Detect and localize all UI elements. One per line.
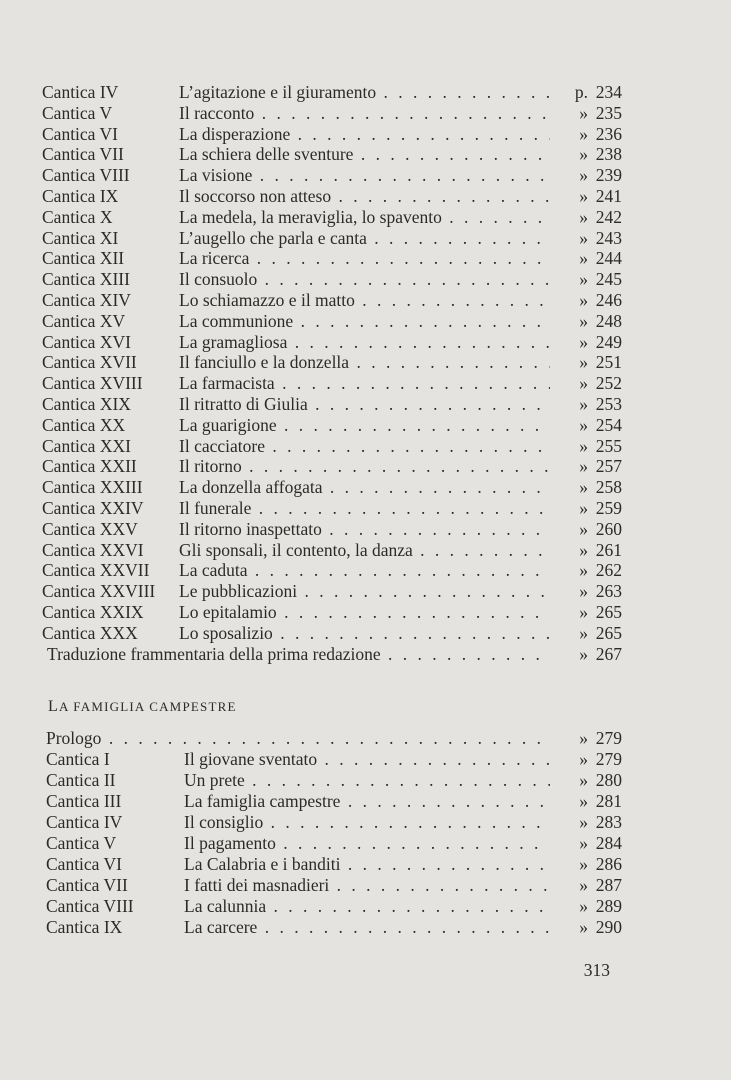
toc-entry-page: 265: [595, 622, 622, 643]
toc-entry-page: 265: [595, 601, 622, 622]
toc-entry-page: 284: [595, 833, 622, 853]
toc-entry-page-marker: »: [579, 393, 588, 414]
toc-entry: [42, 311, 622, 332]
toc-entry-page: 255: [595, 435, 622, 456]
toc-entry-title: La gramagliosa . .: [179, 332, 550, 353]
toc-entry: [46, 749, 622, 770]
toc-entry: [42, 186, 622, 207]
toc-entry-title: Il funerale . .: [179, 498, 550, 519]
toc-entry-page-marker: »: [579, 497, 588, 518]
toc-entry-page: 287: [595, 875, 622, 895]
toc-entry-title: La communione . .: [179, 311, 550, 332]
toc-entry-page-marker: »: [579, 227, 588, 248]
toc-entry-page: 245: [595, 269, 622, 290]
toc-entry-page-marker: »: [579, 791, 588, 811]
toc-entry-label: Cantica XVII: [42, 352, 137, 373]
toc-entry-page: 267: [595, 643, 622, 664]
toc-entry-label: Cantica VIII: [42, 165, 130, 186]
toc-entry-page-marker: »: [579, 749, 588, 769]
toc-entry-page-marker: »: [579, 248, 588, 269]
toc-entry: [42, 373, 622, 394]
toc-entry-title: Il cacciatore . .: [179, 436, 550, 457]
toc-entry-page-marker: »: [579, 518, 588, 539]
toc-entry-label: Cantica XII: [42, 248, 125, 269]
toc-entry-title: La Calabria e i banditi . .: [184, 854, 550, 875]
toc-entry: [42, 394, 622, 415]
toc-entry-label: Cantica XXI: [42, 435, 131, 456]
table-of-contents-part-1: [42, 82, 622, 664]
toc-entry-page-marker: »: [579, 728, 588, 748]
toc-entry: [42, 498, 622, 519]
toc-entry-label: Cantica IX: [46, 917, 123, 937]
toc-entry-label: Cantica XIV: [42, 289, 131, 310]
toc-entry-page: 279: [595, 728, 622, 748]
section-heading: [48, 698, 237, 716]
toc-entry-title: Il fanciullo e la donzella . .: [179, 352, 550, 373]
toc-entry-page-marker: »: [579, 917, 588, 937]
toc-entry-title: La famiglia campestre . .: [184, 791, 550, 812]
toc-entry-label: Cantica VII: [42, 144, 124, 165]
toc-entry: [42, 477, 622, 498]
toc-entry-label: Cantica XI: [42, 227, 119, 248]
toc-entry: [42, 248, 622, 269]
toc-entry-label: Cantica VI: [42, 123, 118, 144]
toc-entry-page-marker: »: [579, 601, 588, 622]
toc-entry-page: 257: [595, 456, 622, 477]
toc-entry-title: La calunnia . .: [184, 896, 550, 917]
toc-entry-label: Cantica XIX: [42, 393, 131, 414]
toc-entry: [42, 456, 622, 477]
toc-entry-page-marker: »: [579, 896, 588, 916]
toc-entry: [42, 269, 622, 290]
toc-entry-label: Cantica VIII: [46, 896, 134, 916]
toc-entry: [42, 581, 622, 602]
toc-entry-page-marker: »: [579, 206, 588, 227]
toc-entry-label: Cantica IX: [42, 185, 119, 206]
toc-entry-page: 242: [595, 206, 622, 227]
toc-entry: [42, 602, 622, 623]
toc-entry-title: La visione . .: [179, 165, 550, 186]
toc-entry-label: Cantica I: [46, 749, 110, 769]
toc-entry-page: 246: [595, 289, 622, 310]
toc-entry-title: Gli sponsali, il contento, la danza . .: [179, 540, 550, 561]
toc-entry-label: Cantica VII: [46, 875, 128, 895]
toc-entry-title: Il giovane sventato . .: [184, 749, 550, 770]
toc-entry-page-marker: »: [579, 102, 588, 123]
toc-entry-page: 253: [595, 393, 622, 414]
toc-entry-label: Cantica III: [46, 791, 122, 811]
toc-entry-title: Traduzione frammentaria della prima redazione . .: [47, 644, 550, 665]
toc-entry-page: 249: [595, 331, 622, 352]
toc-entry-title: Lo sposalizio . .: [179, 623, 550, 644]
toc-entry-page-marker: »: [579, 812, 588, 832]
toc-entry: [42, 228, 622, 249]
toc-entry-page: 290: [595, 917, 622, 937]
toc-entry-page-marker: »: [579, 854, 588, 874]
toc-entry-page: 236: [595, 123, 622, 144]
toc-entry-page-marker: »: [579, 310, 588, 331]
toc-entry: [42, 415, 622, 436]
toc-entry: [42, 124, 622, 145]
toc-entry-title: La guarigione . .: [179, 415, 550, 436]
toc-entry: [46, 728, 622, 749]
toc-entry-page: 235: [595, 102, 622, 123]
toc-entry-label: Cantica XX: [42, 414, 126, 435]
toc-entry: [46, 896, 622, 917]
toc-entry-label: Cantica XXVI: [42, 539, 144, 560]
toc-entry-page-marker: »: [579, 456, 588, 477]
toc-entry-title: La farmacista . .: [179, 373, 550, 394]
toc-entry: [42, 352, 622, 373]
toc-entry-title: Il consiglio . .: [184, 812, 550, 833]
toc-entry-page-marker: »: [579, 477, 588, 498]
toc-entry: [42, 519, 622, 540]
toc-entry-title: La carcere . .: [184, 917, 550, 938]
toc-entry-page: 248: [595, 310, 622, 331]
toc-entry-page-marker: »: [579, 414, 588, 435]
toc-entry-title: Il pagamento . .: [184, 833, 550, 854]
toc-entry-page-marker: »: [579, 185, 588, 206]
toc-entry-title: La medela, la meraviglia, lo spavento . .: [179, 207, 550, 228]
toc-entry-title: Il racconto . .: [179, 103, 550, 124]
toc-entry-label: Cantica VI: [46, 854, 122, 874]
toc-entry: [42, 540, 622, 561]
toc-entry-page-marker: »: [579, 622, 588, 643]
toc-entry-label: Cantica XXVII: [42, 560, 150, 581]
toc-entry-title: La schiera delle sventure . .: [179, 144, 550, 165]
toc-entry-title: Il ritorno inaspettato . .: [179, 519, 550, 540]
toc-entry-page: 239: [595, 165, 622, 186]
toc-entry-page-marker: »: [579, 144, 588, 165]
toc-entry-title: Prologo . .: [46, 728, 550, 749]
toc-entry-page: 243: [595, 227, 622, 248]
toc-entry-page: 254: [595, 414, 622, 435]
toc-entry-page: 281: [595, 791, 622, 811]
table-of-contents-part-2: [46, 728, 622, 938]
toc-entry-page: 251: [595, 352, 622, 373]
toc-entry-label: Cantica IV: [46, 812, 123, 832]
toc-entry-page-marker: »: [579, 289, 588, 310]
toc-entry-label: Cantica XXIX: [42, 601, 144, 622]
toc-entry-title: Il consuolo . .: [179, 269, 550, 290]
toc-entry-page: 263: [595, 581, 622, 602]
toc-entry: [42, 144, 622, 165]
toc-entry-label: Cantica V: [42, 102, 113, 123]
toc-entry-label: Cantica XVIII: [42, 373, 143, 394]
toc-entry-page: 244: [595, 248, 622, 269]
toc-entry: [42, 644, 622, 665]
toc-entry-page: 289: [595, 896, 622, 916]
toc-entry: [42, 560, 622, 581]
toc-entry-title: Il ritratto di Giulia . .: [179, 394, 550, 415]
toc-entry-title: Lo schiamazzo e il matto . .: [179, 290, 550, 311]
toc-entry-page-marker: »: [579, 560, 588, 581]
toc-entry: [42, 623, 622, 644]
toc-entry-label: Cantica XXIV: [42, 497, 144, 518]
toc-entry-label: Cantica XV: [42, 310, 126, 331]
toc-entry-page: 234: [595, 82, 622, 102]
toc-entry: [46, 812, 622, 833]
toc-entry: [42, 207, 622, 228]
toc-entry-page-marker: »: [579, 123, 588, 144]
toc-entry-page-marker: »: [579, 269, 588, 290]
toc-entry-title: L’agitazione e il giuramento . .: [179, 82, 550, 103]
toc-entry: [46, 791, 622, 812]
toc-entry-title: Il soccorso non atteso . .: [179, 186, 550, 207]
toc-entry-page: 252: [595, 373, 622, 394]
toc-entry-page: 283: [595, 812, 622, 832]
toc-entry-label: Cantica XVI: [42, 331, 131, 352]
toc-entry-page: 279: [595, 749, 622, 769]
toc-entry-title: L’augello che parla e canta . .: [179, 228, 550, 249]
toc-entry: [46, 875, 622, 896]
toc-entry-page: 259: [595, 497, 622, 518]
toc-entry-page-marker: »: [579, 581, 588, 602]
toc-entry-label: Cantica V: [46, 833, 117, 853]
toc-entry-page-marker: »: [579, 875, 588, 895]
toc-entry-page: 261: [595, 539, 622, 560]
toc-entry: [46, 833, 622, 854]
toc-entry-page-marker: »: [579, 373, 588, 394]
toc-entry-label: Cantica XXVIII: [42, 581, 156, 602]
toc-entry-page-marker: »: [579, 833, 588, 853]
toc-entry-title: Le pubblicazioni . .: [179, 581, 550, 602]
toc-entry-page: 241: [595, 185, 622, 206]
page-number: 313: [583, 960, 610, 980]
toc-entry-label: Cantica X: [42, 206, 113, 227]
toc-entry-page: 238: [595, 144, 622, 165]
toc-entry-label: Cantica IV: [42, 82, 119, 102]
toc-entry-title: La disperazione . .: [179, 124, 550, 145]
toc-entry-label: Cantica XXII: [42, 456, 137, 477]
toc-entry: [42, 436, 622, 457]
toc-entry-title: Un prete . .: [184, 770, 550, 791]
toc-entry-page-marker: »: [579, 352, 588, 373]
toc-entry: [42, 103, 622, 124]
toc-entry-label: Cantica XXIII: [42, 477, 143, 498]
toc-entry: [42, 165, 622, 186]
toc-entry-page-marker: »: [579, 165, 588, 186]
toc-entry-page-marker: »: [579, 331, 588, 352]
toc-entry-page: 280: [595, 770, 622, 790]
toc-entry-page-marker: p.: [574, 82, 588, 102]
toc-entry-page: 260: [595, 518, 622, 539]
section-heading-initial: L: [48, 698, 59, 715]
toc-entry-label: Cantica XXV: [42, 518, 138, 539]
toc-entry: [46, 917, 622, 938]
toc-entry: [42, 332, 622, 353]
toc-entry: [46, 770, 622, 791]
toc-entry-title: Il ritorno . .: [179, 456, 550, 477]
toc-entry: [42, 290, 622, 311]
toc-entry: [42, 82, 622, 103]
toc-entry-page: 286: [595, 854, 622, 874]
toc-entry-page: 258: [595, 477, 622, 498]
toc-entry-page-marker: »: [579, 539, 588, 560]
toc-entry-page-marker: »: [579, 643, 588, 664]
toc-entry-label: Cantica XXX: [42, 622, 138, 643]
toc-entry-title: La donzella affogata . .: [179, 477, 550, 498]
toc-entry-page-marker: »: [579, 770, 588, 790]
section-heading-rest: A FAMIGLIA CAMPESTRE: [58, 699, 237, 714]
toc-entry-title: Lo epitalamio . .: [179, 602, 550, 623]
toc-entry-page-marker: »: [579, 435, 588, 456]
toc-entry: [46, 854, 622, 875]
toc-entry-title: La ricerca . .: [179, 248, 550, 269]
toc-entry-page: 262: [595, 560, 622, 581]
toc-entry-label: Cantica XIII: [42, 269, 130, 290]
toc-entry-title: I fatti dei masnadieri . .: [184, 875, 550, 896]
toc-entry-title: La caduta . .: [179, 560, 550, 581]
toc-entry-label: Cantica II: [46, 770, 116, 790]
